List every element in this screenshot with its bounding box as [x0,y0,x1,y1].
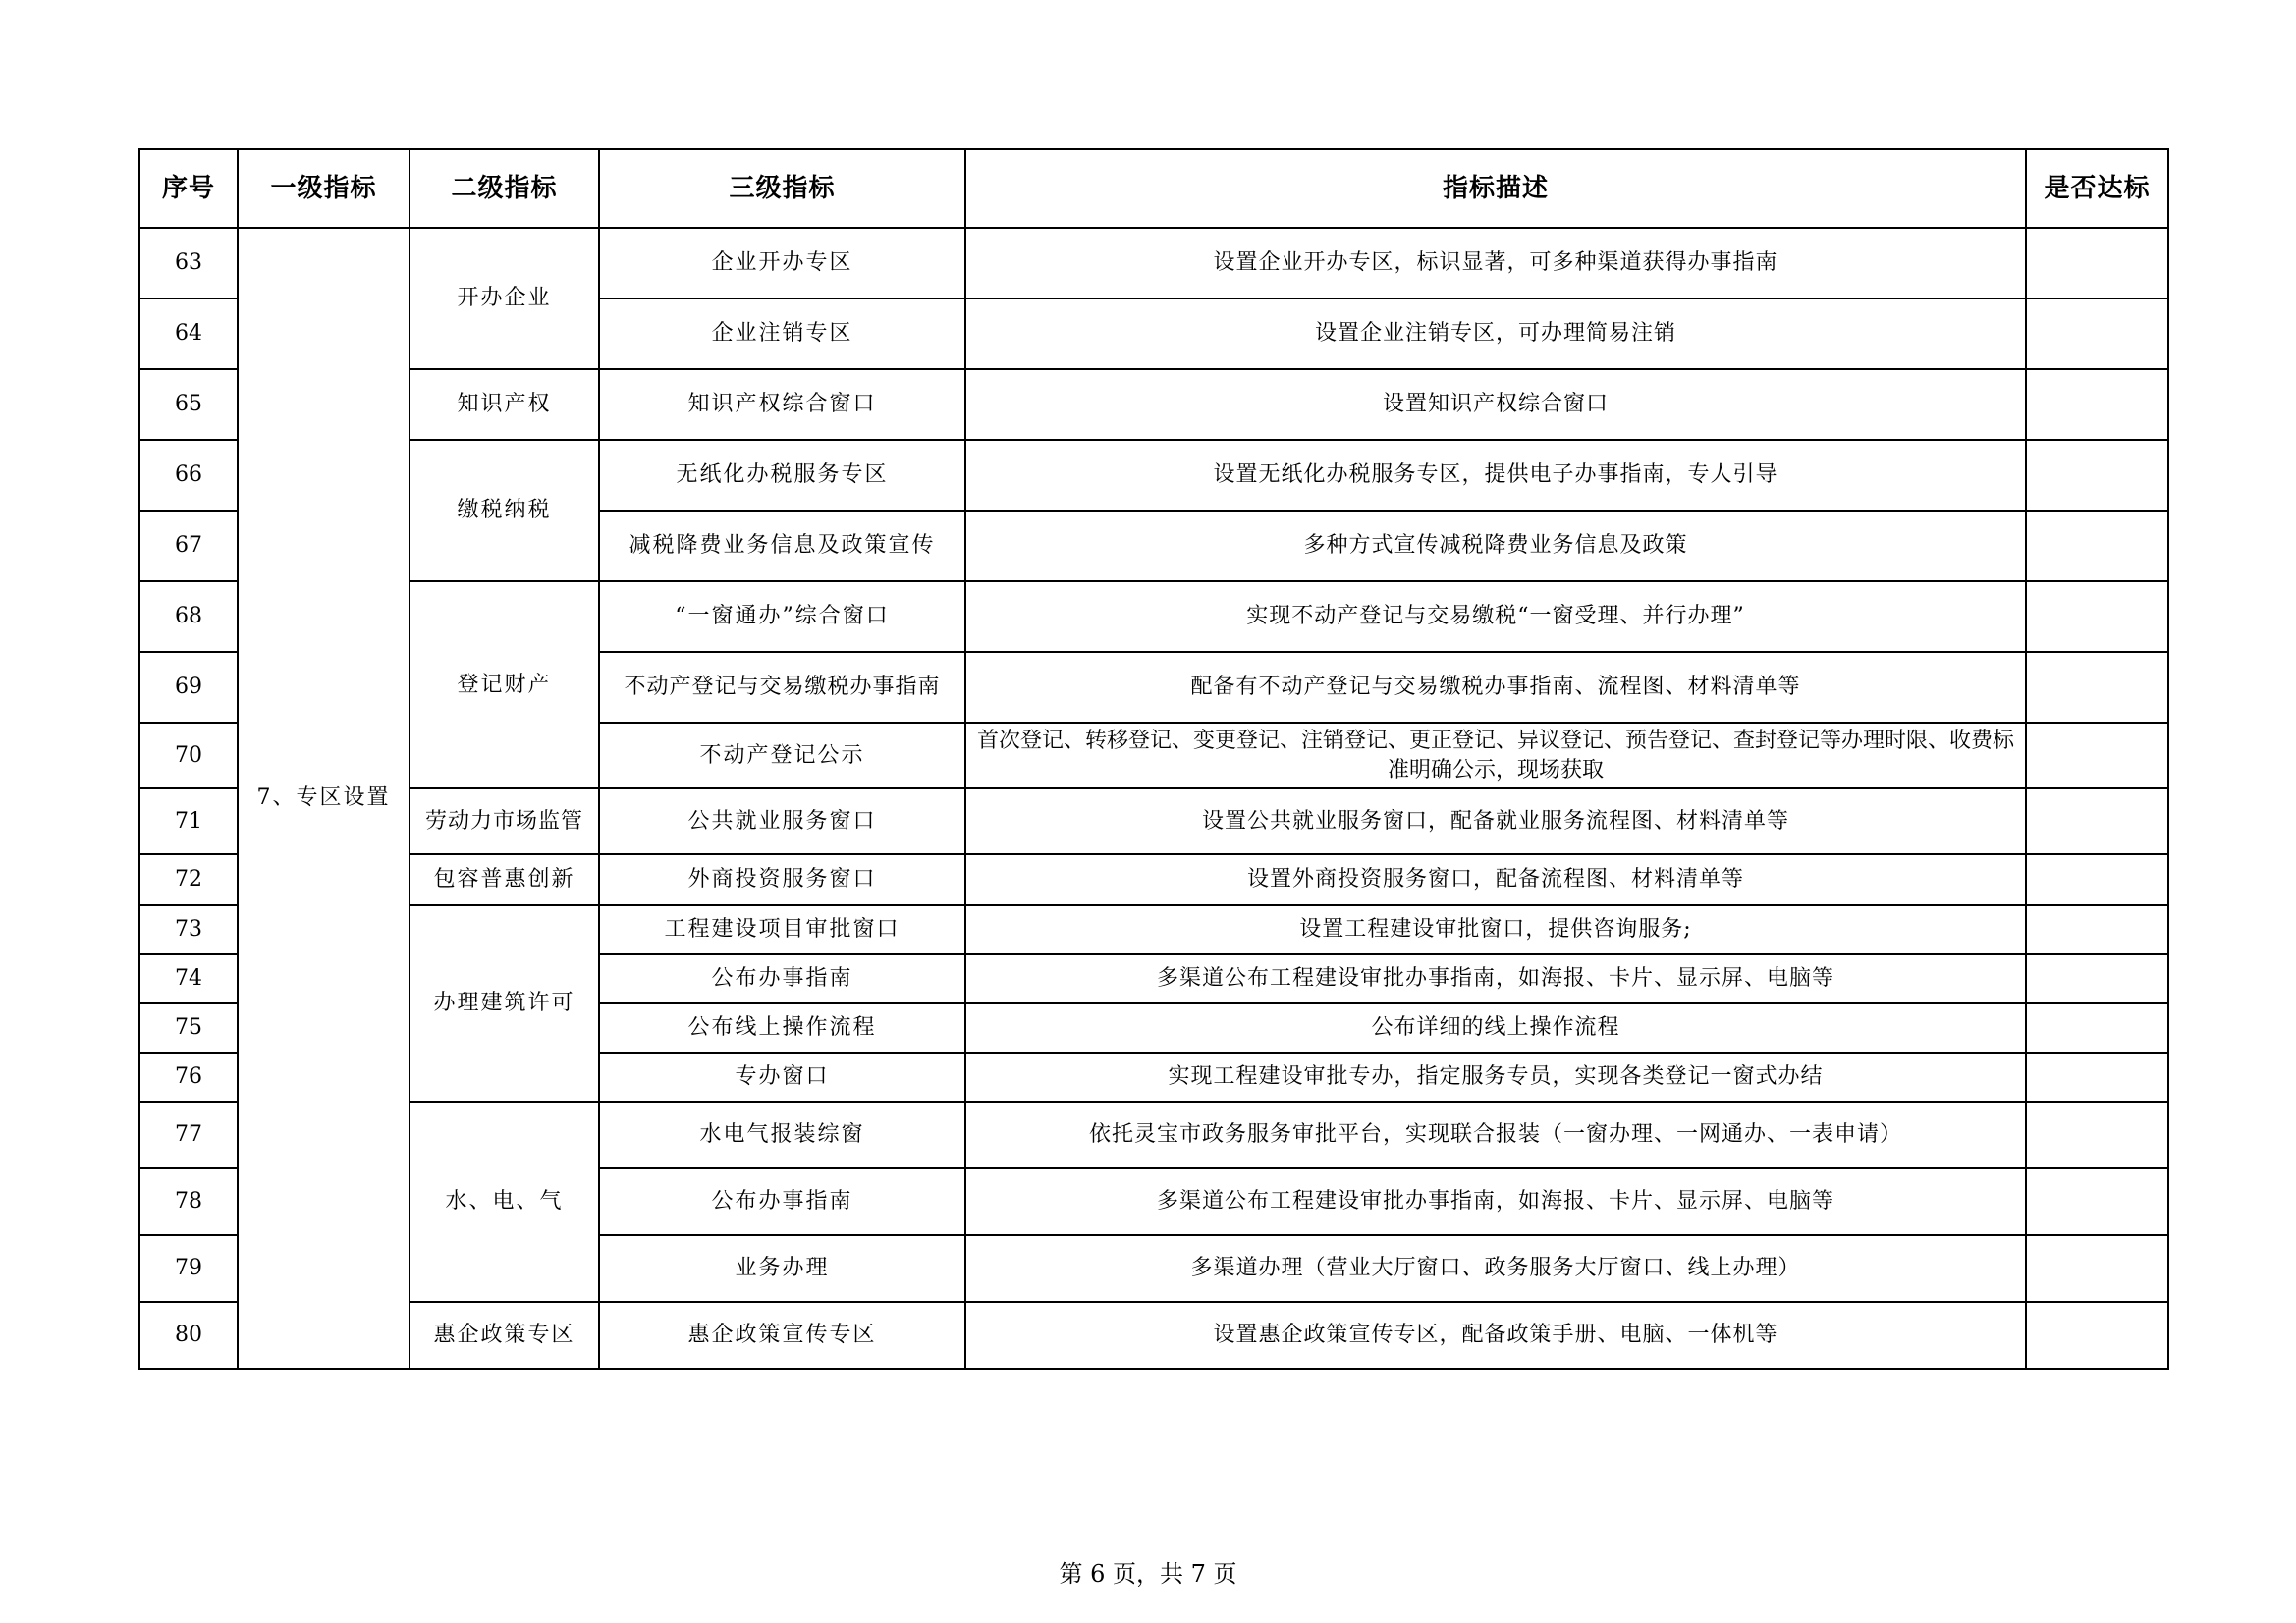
description-cell: 配备有不动产登记与交易缴税办事指南、流程图、材料清单等 [965,652,2026,723]
level3-cell: 工程建设项目审批窗口 [599,905,965,954]
level2-cell: 知识产权 [410,369,599,440]
table-row [139,1102,2168,1168]
table-row [139,440,2168,511]
row-serial: 73 [139,905,238,954]
header-compliance: 是否达标 [2026,149,2168,228]
compliance-cell[interactable] [2026,954,2168,1003]
description-cell: 首次登记、转移登记、变更登记、注销登记、更正登记、异议登记、预告登记、查封登记等办理时限、收费标准明确公示，现场获取 [965,723,2026,788]
description-cell: 设置知识产权综合窗口 [965,369,2026,440]
compliance-cell[interactable] [2026,1168,2168,1235]
level3-cell: 公布办事指南 [599,954,965,1003]
header-description: 指标描述 [965,149,2026,228]
compliance-cell[interactable] [2026,723,2168,788]
description-cell: 设置工程建设审批窗口，提供咨询服务; [965,905,2026,954]
compliance-cell[interactable] [2026,1235,2168,1302]
row-serial: 76 [139,1053,238,1102]
level2-cell: 登记财产 [410,581,599,788]
table-row [139,788,2168,854]
row-serial: 65 [139,369,238,440]
level2-cell: 开办企业 [410,228,599,369]
level3-cell: 公共就业服务窗口 [599,788,965,854]
description-cell: 实现不动产登记与交易缴税“一窗受理、并行办理” [965,581,2026,652]
level3-cell: 业务办理 [599,1235,965,1302]
level3-cell: 无纸化办税服务专区 [599,440,965,511]
row-serial: 70 [139,723,238,788]
level3-cell: 企业注销专区 [599,298,965,369]
table-row [139,581,2168,652]
index-table [138,148,2169,1370]
description-cell: 依托灵宝市政务服务审批平台，实现联合报装（一窗办理、一网通办、一表申请） [965,1102,2026,1168]
row-serial: 80 [139,1302,238,1369]
description-cell: 公布详细的线上操作流程 [965,1003,2026,1053]
level3-cell: “一窗通办”综合窗口 [599,581,965,652]
level2-cell: 水、电、气 [410,1102,599,1302]
row-serial: 78 [139,1168,238,1235]
header-level2: 二级指标 [410,149,599,228]
level2-cell: 缴税纳税 [410,440,599,581]
description-cell: 多渠道公布工程建设审批办事指南，如海报、卡片、显示屏、电脑等 [965,1168,2026,1235]
compliance-cell[interactable] [2026,905,2168,954]
row-serial: 71 [139,788,238,854]
table-row [139,854,2168,905]
level3-cell: 不动产登记与交易缴税办事指南 [599,652,965,723]
compliance-cell[interactable] [2026,854,2168,905]
compliance-cell[interactable] [2026,652,2168,723]
header-serial: 序号 [139,149,238,228]
compliance-cell[interactable] [2026,298,2168,369]
compliance-cell[interactable] [2026,440,2168,511]
table-row [139,905,2168,954]
level3-cell: 知识产权综合窗口 [599,369,965,440]
table-row [139,228,2168,298]
level2-cell: 包容普惠创新 [410,854,599,905]
level3-cell: 企业开办专区 [599,228,965,298]
table-row [139,1302,2168,1369]
level2-cell: 惠企政策专区 [410,1302,599,1369]
description-cell: 多渠道办理（营业大厅窗口、政务服务大厅窗口、线上办理） [965,1235,2026,1302]
compliance-cell[interactable] [2026,369,2168,440]
compliance-cell[interactable] [2026,788,2168,854]
description-cell: 设置惠企政策宣传专区，配备政策手册、电脑、一体机等 [965,1302,2026,1369]
row-serial: 67 [139,511,238,581]
description-cell: 设置公共就业服务窗口，配备就业服务流程图、材料清单等 [965,788,2026,854]
compliance-cell[interactable] [2026,228,2168,298]
level3-cell: 惠企政策宣传专区 [599,1302,965,1369]
level1-cell: 7、专区设置 [238,228,410,1369]
level3-cell: 公布办事指南 [599,1168,965,1235]
level2-cell: 办理建筑许可 [410,905,599,1102]
level3-cell: 公布线上操作流程 [599,1003,965,1053]
header-level1: 一级指标 [238,149,410,228]
description-cell: 设置外商投资服务窗口，配备流程图、材料清单等 [965,854,2026,905]
description-cell: 多渠道公布工程建设审批办事指南，如海报、卡片、显示屏、电脑等 [965,954,2026,1003]
level2-cell: 劳动力市场监管 [410,788,599,854]
compliance-cell[interactable] [2026,1053,2168,1102]
description-cell: 设置企业开办专区，标识显著，可多种渠道获得办事指南 [965,228,2026,298]
row-serial: 64 [139,298,238,369]
compliance-cell[interactable] [2026,581,2168,652]
description-cell: 实现工程建设审批专办，指定服务专员，实现各类登记一窗式办结 [965,1053,2026,1102]
description-cell: 多种方式宣传减税降费业务信息及政策 [965,511,2026,581]
level3-cell: 外商投资服务窗口 [599,854,965,905]
row-serial: 68 [139,581,238,652]
row-serial: 66 [139,440,238,511]
row-serial: 74 [139,954,238,1003]
row-serial: 77 [139,1102,238,1168]
description-cell: 设置无纸化办税服务专区，提供电子办事指南，专人引导 [965,440,2026,511]
row-serial: 69 [139,652,238,723]
compliance-cell[interactable] [2026,1003,2168,1053]
level3-cell: 水电气报装综窗 [599,1102,965,1168]
compliance-cell[interactable] [2026,511,2168,581]
table-header-row [139,149,2168,228]
row-serial: 63 [139,228,238,298]
header-level3: 三级指标 [599,149,965,228]
row-serial: 75 [139,1003,238,1053]
row-serial: 72 [139,854,238,905]
compliance-cell[interactable] [2026,1102,2168,1168]
table-row [139,369,2168,440]
row-serial: 79 [139,1235,238,1302]
page-number: 第 6 页，共 7 页 [1059,1560,1237,1588]
description-cell: 设置企业注销专区，可办理简易注销 [965,298,2026,369]
level3-cell: 不动产登记公示 [599,723,965,788]
level3-cell: 减税降费业务信息及政策宣传 [599,511,965,581]
compliance-cell[interactable] [2026,1302,2168,1369]
level3-cell: 专办窗口 [599,1053,965,1102]
